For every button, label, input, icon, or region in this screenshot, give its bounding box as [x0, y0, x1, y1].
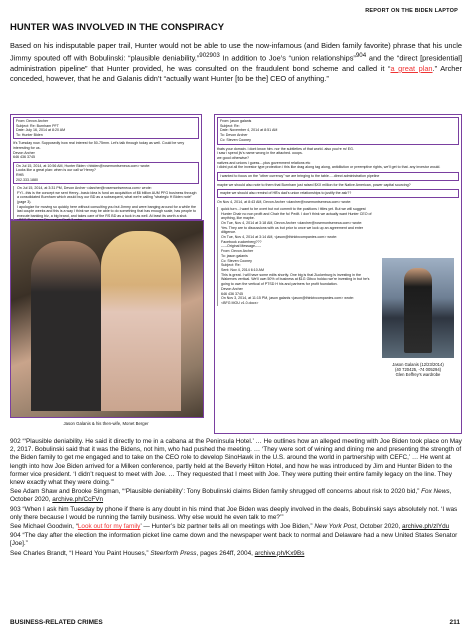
archive-link[interactable]: archive.ph/zlYdu	[401, 523, 450, 531]
email-from: From: Devon Archer	[16, 119, 49, 123]
footnote-source: Fox News	[421, 488, 450, 496]
email-quote	[13, 186, 199, 223]
footnote-903	[10, 506, 462, 522]
photo-figure	[404, 268, 432, 353]
email-quote-line: From: Devon Archer	[221, 249, 254, 254]
email-cc: Cc: Steven Cooney	[220, 137, 251, 142]
archive-link[interactable]: archive.ph/CcFVn	[52, 496, 104, 504]
email-quote-line: -----Original Message-----	[221, 244, 261, 249]
footnote-ref[interactable]: 904	[355, 52, 367, 60]
email-line: natives and unions i guess....plus government relations etc	[217, 160, 311, 165]
email-header	[217, 117, 459, 145]
email-boxed-line: i wanted to focus on the "other currency" we are bringing to the table.....direct administration pipeline	[217, 172, 459, 181]
email-quote-line: 646 436 3745	[221, 291, 243, 296]
photo-figure	[101, 231, 181, 411]
footnote-902-source	[10, 488, 462, 504]
footnote-citation: See Adam Shaw and Brooke Singman, “‘Plausible deniability’: Tony Bobulinski claims Biden family shrugged off concerns about risk to 2020 bid,”	[10, 488, 422, 496]
footnote-citation: See Michael Goodwin, “	[10, 523, 78, 531]
footnote-text: “‘Plausible deniability. He said it directly to me in a cabana at the Peninsula Hotel.’ … He outlines how an alleged meeting with Joe Biden took place on May 2, 2017. Bobulinski said that it was the Bidens, not him, who had pushed the meeting. … ‘They were sort of wining and dining me and presenting the strength of the Biden family to get me engaged and to take on the CEO role to develop SinoHawk in the U.S. around the world in partnership with CEFC,’ … He went at length into how Joe Biden arrived for a Milken conference, partly held at the Beverly Hilton Hotel, and how he was introduced by Jim and Hunter Biden to the former vice president. ‘I didn’t request to meet with Joe. … They requested that I meet with Joe. They were putting their entire family legacy on the line. They knew exactly what they were doing.’”	[10, 438, 462, 487]
footnote-citation: ’ — Hunter’s biz partner tells all on meetings with Joe Biden,”	[140, 523, 315, 531]
email-quote-line: To: jason galanis	[221, 253, 248, 258]
email-quote-line: Looks like a great plan: when is our call w/ Henry?	[16, 168, 96, 173]
email-signature: 646 436 3745	[13, 155, 35, 160]
email-date: Date: July 16, 2014 at 8:20 AM	[16, 128, 66, 133]
email-line: i saw i spend jiv's name wrong in the attached. ooops.	[217, 151, 303, 156]
email-quote-line: Yes. They are to discussions with us but prior to once we lock up an agreement and enter diligence.	[221, 225, 364, 235]
email-quote-line: Subject: Re:	[221, 263, 241, 268]
email-line: we good otherwise?	[217, 155, 249, 160]
email-attachment: <BFG MOU v1.0.docx>	[221, 300, 259, 305]
section-title: HUNTER WAS INVOLVED IN THE CONSPIRACY	[10, 22, 225, 33]
photo-man	[382, 258, 454, 358]
email-boxed-quote	[13, 162, 199, 184]
body-text-4: .” Archer conceded, however, that he and Galanis didn’t “actually want Hunter [to be the] CEO of anything.”	[10, 63, 462, 84]
body-paragraph	[10, 41, 462, 84]
email-from: From: jason galanis	[220, 119, 252, 123]
email-line: thats your domain. i dont know him. nor the subtleties of that world. also you're m/ EG.	[217, 146, 354, 151]
email-quote-line: On Nov 4, 2014, at 8:43 AM, Devon Archer <darcher@rosemontseneca.com> wrote:	[217, 200, 352, 205]
email-quote-line: Devon Archer	[221, 286, 243, 291]
footnote-date: , pages 264ff, 2004,	[196, 549, 255, 557]
footnote-source: New York Post	[314, 523, 357, 531]
email-line: maybe we should also note to them that Burnham just raised $XX million for the Native American, power capital sourcing?	[217, 182, 411, 187]
email-to: To: Devon Archer	[220, 133, 248, 138]
body-text-2: In addition to Joe’s “union relationships”	[219, 53, 356, 63]
email-subject: Subject: Re:	[220, 123, 240, 128]
email-quote-line: FYI...this is the concept we sent Henry...basic idea is fund an acquisition of $6 billion AUM PFG business through a consolidated Burnham which would buy our BD as a subsequent, what we're calling "strategic H Biden note" (page 3).	[17, 190, 197, 204]
photo-caption-right	[376, 362, 460, 377]
email-quote-line: This is great. I will have some edits shortly. One big is that Zuckerburg is investing in the Wakerves vertical. We'll own 50% of business at $1G Gibco holdco we're investing in but he's going to own the vertical of PTSD H his and partners for profit foundation.	[221, 272, 370, 287]
footnote-number: 903	[10, 505, 21, 513]
caption-line: (40 720425, -74 005294)	[394, 367, 442, 372]
email-quote-line: On Tue, Nov 4, 2014 at 3:14 AM, <jason@thinktxcompanies.com> wrote:	[221, 235, 338, 240]
photo-couple	[10, 220, 204, 418]
body-text-3: and the “direct [presidential] administration pipeline” that Hunter provided, he was consulted on the fraudulent bond scheme and called it “	[10, 53, 462, 73]
email-quote-line: Facebook zuckerberg???	[221, 239, 262, 244]
highlight-link[interactable]: Look out for my family	[77, 523, 141, 531]
email-boxed-line: maybe we should also remind of HB's dad's union relationships to justify the ask??	[217, 189, 459, 198]
footnote-source: Steerforth Press	[150, 549, 197, 557]
footnote-ref[interactable]: 902903	[199, 52, 220, 60]
email-quote-line: Cc: Steven Cooney	[221, 258, 252, 263]
body-text-1: Based on his indisputable paper trail, Hunter would not be able to use the now-infamous (and Biden family favorite) phrase that his uncle Jimmy spouted off with Bobulinski: “plausible deniability.”	[10, 41, 462, 63]
email-line: i didnt put all the investor type protection i this like drag along tag along, antidilution or preemptive rights, we'll get to that. any investor would.	[217, 165, 441, 170]
highlight-link[interactable]: a great plan	[390, 63, 433, 73]
archive-link[interactable]: archive.ph/Kx9Bs	[254, 549, 305, 557]
footnote-text: “When I ask him Tuesday by phone if there is any doubt in his mind that Joe Biden was deeply involved in the deals, Bobulinski says absolutely not. ‘I was only there because I would be running the family business. Why else would he even talk to me?’”	[10, 505, 458, 521]
email-quote-line: I apologize for moving so quickly here without consulting you but Jimmy and were banging around for a while the last couple weeks and this is a way I think we may be able to do something that has enough scale, has people to execute banking biz, a big brand, and takes care of the RS BD as a tuck in as well. At least its worth a shot.	[17, 204, 196, 218]
footnote-date: , October 2020,	[356, 523, 402, 531]
page-number: 211	[449, 619, 460, 626]
footnotes	[10, 438, 462, 559]
footnote-text: “The day after the election the information picket line came down and the newspaper went back to normal and Delaware had a new United States Senator [Joe].”	[10, 532, 458, 548]
email-quote-line: On Jul 15, 2014, at 10:56 AM, Hunter Biden <hbiden@rosemontseneca.com> wrote:	[16, 163, 151, 168]
email-quote-line: On Jul 15, 2014, at 3:31 PM, Devon Archer <darcher@rosemontseneca.com> wrote:	[17, 186, 152, 191]
footnote-904	[10, 532, 462, 548]
email-quote	[217, 207, 377, 306]
photo-caption: Jason Galanis & his then-wife, Monet Berger	[63, 421, 149, 426]
email-quote-line: Sent: Nov 4, 2014 6:10 AM	[221, 267, 264, 272]
running-header: REPORT ON THE BIDEN LAPTOP	[365, 8, 458, 14]
email-quote-line: quick turn...I want to be overt but not commit to the positions / titles yet. But we will suggest Hunter Chair no non profit and Chair the fo/ PedIt. I don't think we actually want Hunter CEO of anything, like maybe.	[221, 206, 372, 221]
footer-section: BUSINESS-RELATED CRIMES	[10, 619, 103, 626]
email-quote-line: 202.333.1880	[16, 177, 38, 182]
email-screenshot-left	[10, 114, 202, 220]
email-line: It's Tuesday now. Supposedly how real interest for 50-75mm. Let's talk through today as well. Could be very interesting for us.	[13, 141, 185, 150]
footnote-date: , October 2020,	[10, 488, 452, 504]
photo-figure	[31, 241, 101, 411]
email-date: Date: November 4, 2014 at 8:51 AM	[220, 128, 278, 133]
email-quote-line: On Nov 3, 2014, at 11:15 PM, jason galanis <jason@thinktxcompanies.com> wrote:	[221, 296, 355, 301]
caption-line: Jason Galanis (12/23/2014)	[392, 362, 444, 367]
caption-line: Glen Eeffrey's wardrobe	[395, 372, 441, 377]
footnote-902	[10, 438, 462, 487]
email-header	[13, 117, 199, 139]
email-quote-line: RHB	[16, 172, 24, 177]
footnote-number: 904	[10, 532, 21, 540]
email-to: To: Hunter Biden	[16, 132, 43, 137]
email-subject: Subject: Re: Burnham PFT	[16, 123, 59, 128]
email-quote-line: On Tue, Nov 4, 2014 at 3:18 AM, Devon Archer <darcher@rosemontseneca.com> wrote:	[221, 220, 363, 225]
footnote-903-source	[10, 523, 462, 531]
footnote-citation: See Charles Brandt, “I Heard You Paint Houses,”	[10, 549, 151, 557]
footnote-904-source	[10, 550, 462, 558]
email-signature: Devon Archer	[13, 150, 35, 155]
footnote-number: 902	[10, 438, 21, 445]
email-thread	[217, 200, 377, 305]
